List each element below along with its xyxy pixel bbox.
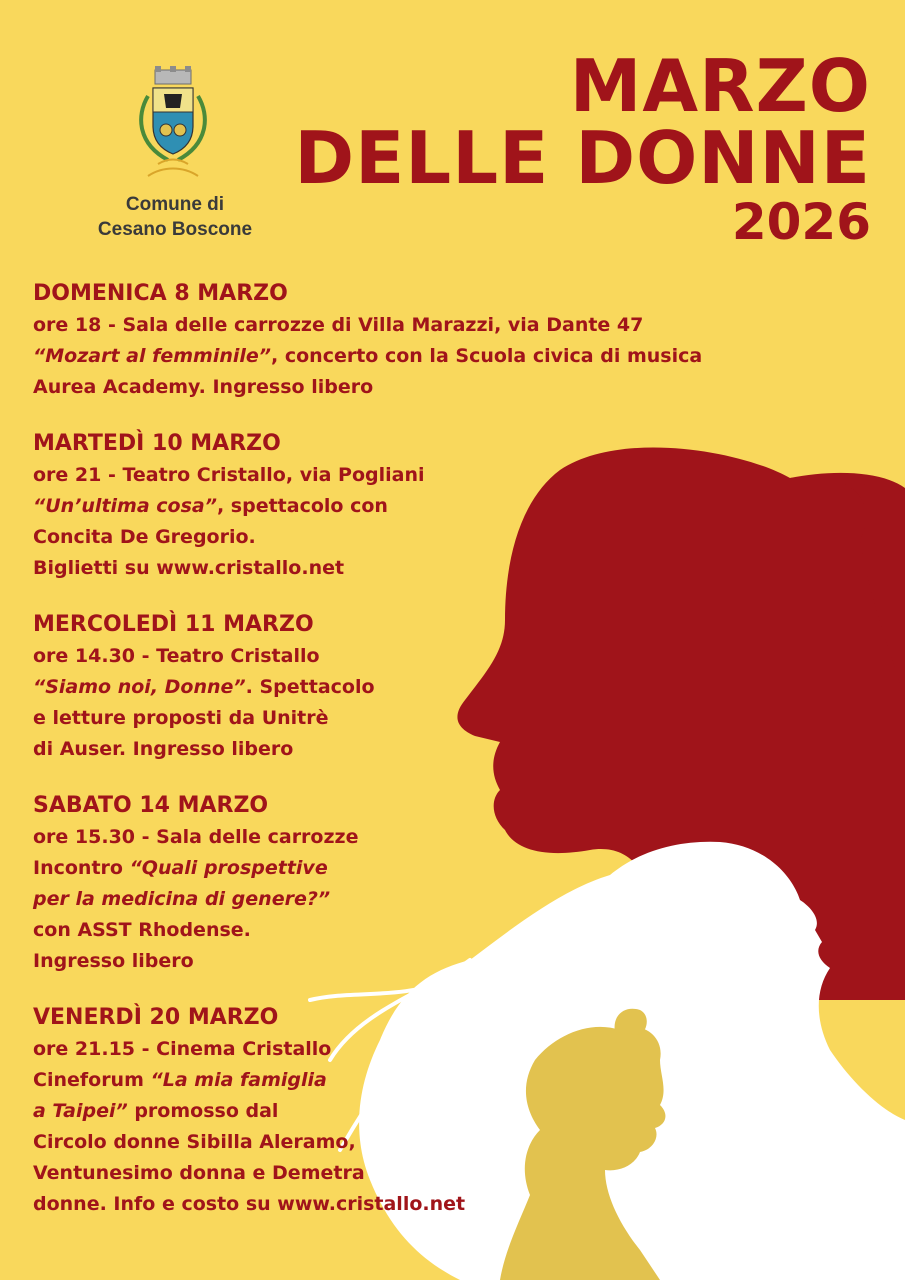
event-text: e letture proposti da Unitrè xyxy=(33,707,329,729)
event-detail-line xyxy=(33,1158,733,1189)
event-item xyxy=(33,1002,733,1220)
comune-line-1: Comune di xyxy=(125,194,225,215)
event-text: ore 14.30 - Teatro Cristallo xyxy=(33,645,320,667)
event-text: Biglietti su www.cristallo.net xyxy=(33,557,345,579)
event-detail-line xyxy=(33,703,733,734)
event-detail-line xyxy=(33,1065,733,1096)
event-detail-line xyxy=(33,372,733,403)
event-item xyxy=(33,609,733,765)
event-italic-text: a Taipei” xyxy=(33,1100,128,1122)
event-text: Cineforum xyxy=(33,1069,151,1091)
event-text: ore 21 - Teatro Cristallo, via Pogliani xyxy=(33,464,425,486)
event-text: . Spettacolo xyxy=(245,676,375,698)
event-item xyxy=(33,278,733,403)
poster-title xyxy=(294,44,871,252)
event-italic-text: “Siamo noi, Donne” xyxy=(33,676,246,698)
municipality-name xyxy=(60,192,290,242)
event-date: MERCOLEDÌ 11 MARZO xyxy=(33,612,314,637)
event-text: Ventunesimo donna e Demetra xyxy=(33,1162,365,1184)
event-text: di Auser. Ingresso libero xyxy=(33,738,294,760)
event-italic-text: “Mozart al femminile” xyxy=(33,345,272,367)
event-detail-line xyxy=(33,491,733,522)
municipal-coat-of-arms-icon xyxy=(128,66,218,190)
event-date: DOMENICA 8 MARZO xyxy=(33,281,288,306)
event-detail-line xyxy=(33,1189,733,1220)
event-text: Aurea Academy. Ingresso libero xyxy=(33,376,374,398)
title-line-2: DELLE DONNE xyxy=(294,116,871,200)
event-italic-text: “Un’ultima cosa” xyxy=(33,495,217,517)
event-detail-line xyxy=(33,553,733,584)
event-detail-line xyxy=(33,946,733,977)
event-date: SABATO 14 MARZO xyxy=(33,793,269,818)
event-text: Incontro xyxy=(33,857,130,879)
event-text: Concita De Gregorio. xyxy=(33,526,256,548)
event-detail-line xyxy=(33,822,733,853)
event-detail-line xyxy=(33,672,733,703)
event-text: ore 21.15 - Cinema Cristallo xyxy=(33,1038,332,1060)
event-date: MARTEDÌ 10 MARZO xyxy=(33,431,281,456)
comune-line-2: Cesano Boscone xyxy=(97,219,253,240)
event-detail-line xyxy=(33,641,733,672)
event-text: , concerto con la Scuola civica di musica xyxy=(271,345,703,367)
event-detail-line xyxy=(33,884,733,915)
event-detail-line xyxy=(33,1127,733,1158)
events-list xyxy=(33,278,733,1245)
event-text: Ingresso libero xyxy=(33,950,194,972)
event-text: promosso dal xyxy=(127,1100,279,1122)
event-text: donne. Info e costo su www.cristallo.net xyxy=(33,1193,466,1215)
event-detail-line xyxy=(33,460,733,491)
event-text: con ASST Rhodense. xyxy=(33,919,251,941)
event-detail-line xyxy=(33,341,733,372)
event-text: ore 18 - Sala delle carrozze di Villa Marazzi, via Dante 47 xyxy=(33,314,644,336)
event-detail-line xyxy=(33,853,733,884)
event-detail-line xyxy=(33,1096,733,1127)
title-year: 2026 xyxy=(731,193,871,251)
event-detail-line xyxy=(33,1034,733,1065)
event-detail-line xyxy=(33,915,733,946)
event-italic-text: per la medicina di genere?” xyxy=(33,888,331,910)
event-italic-text: “Quali prospettive xyxy=(129,857,328,879)
event-date: VENERDÌ 20 MARZO xyxy=(33,1005,279,1030)
event-text: , spettacolo con xyxy=(216,495,388,517)
event-detail-line xyxy=(33,522,733,553)
event-detail-line xyxy=(33,734,733,765)
event-detail-line xyxy=(33,310,733,341)
event-item xyxy=(33,428,733,584)
title-line-1: MARZO xyxy=(569,44,871,128)
event-text: Circolo donne Sibilla Aleramo, xyxy=(33,1131,356,1153)
event-italic-text: “La mia famiglia xyxy=(150,1069,327,1091)
event-item xyxy=(33,790,733,977)
event-text: ore 15.30 - Sala delle carrozze xyxy=(33,826,359,848)
